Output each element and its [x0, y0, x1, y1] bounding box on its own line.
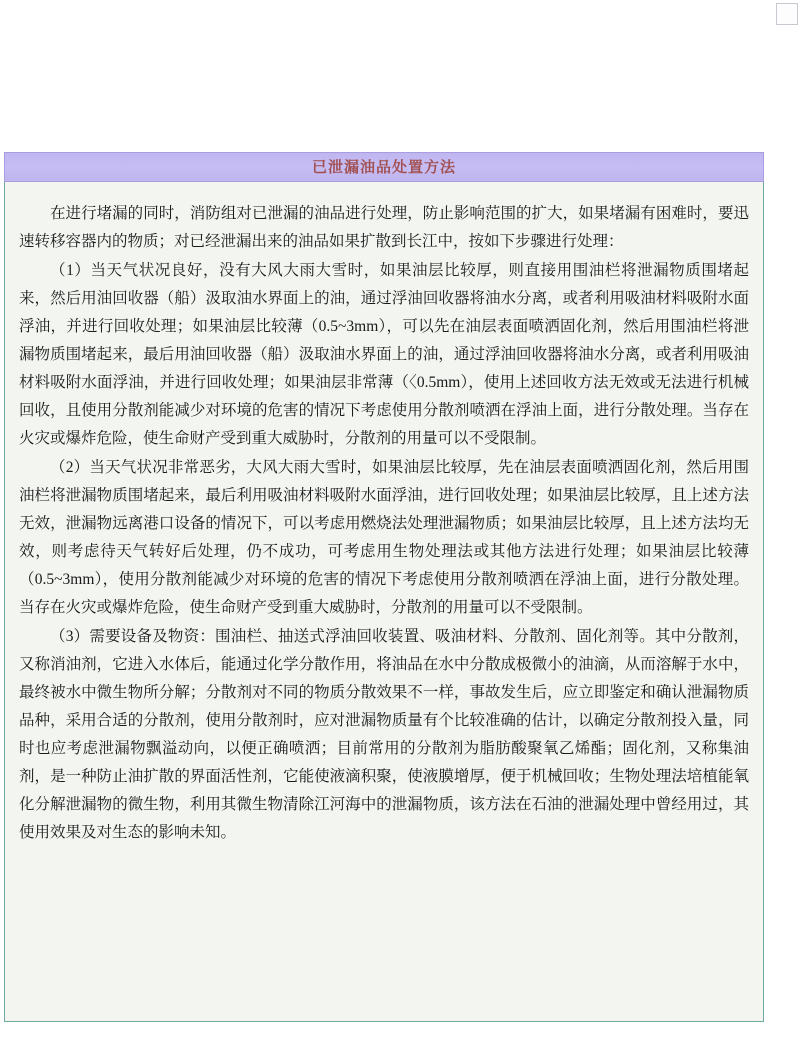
- paragraph-item-2: （2）当天气状况非常恶劣，大风大雨大雪时，如果油层比较厚，先在油层表面喷洒固化剂，然后用围油栏将泄漏物质围堵起来，最后利用吸油材料吸附水面浮油，进行回收处理；如果油层比较厚，且上述方法无效，泄漏物远离港口设备的情况下，可以考虑用燃烧法处理泄漏物质；如果油层比较厚，且上述方法均无效，则考虑待天气转好后处理，仍不成功，可考虑用生物处理法或其他方法进行处理；如果油层比较薄（0.5~3mm），使用分散剂能减少对环境的危害的情况下考虑使用分散剂喷洒在浮油上面，进行分散处理。当存在火灾或爆炸危险，使生命财产受到重大威胁时，分散剂的用量可以不受限制。: [19, 459, 749, 616]
- page-corner-marker: [776, 3, 798, 25]
- page-title: 已泄漏油品处置方法: [311, 160, 456, 176]
- paragraph-intro: 在进行堵漏的同时，消防组对已泄漏的油品进行处理，防止影响范围的扩大，如果堵漏有困难时，要迅速转移容器内的物质；对已经泄漏出来的油品如果扩散到长江中，按如下步骤进行处理：: [19, 205, 749, 250]
- document-title-bar: [4, 152, 764, 182]
- paragraph-item-1: （1）当天气状况良好，没有大风大雨大雪时，如果油层比较厚，则直接用围油栏将泄漏物质围堵起来，然后用油回收器（船）汲取油水界面上的油，通过浮油回收器将油水分离，或者利用吸油材料吸附水面浮油，并进行回收处理；如果油层比较薄（0.5~3mm），可以先在油层表面喷洒固化剂，然后用围油栏将泄漏物质围堵起来，最后用油回收器（船）汲取油水界面上的油，通过浮油回收器将油水分离，或者利用吸油材料吸附水面浮油，并进行回收处理；如果油层非常薄（〈0.5mm），使用上述回收方法无效或无法进行机械回收，且使用分散剂能减少对环境的危害的情况下考虑使用分散剂喷洒在浮油上面，进行分散处理。当存在火灾或爆炸危险，使生命财产受到重大威胁时，分散剂的用量可以不受限制。: [19, 262, 749, 447]
- document-container: [4, 152, 764, 1022]
- document-body: [4, 182, 764, 1022]
- paragraph-item-3: （3）需要设备及物资：围油栏、抽送式浮油回收装置、吸油材料、分散剂、固化剂等。其中分散剂，又称消油剂，它进入水体后，能通过化学分散作用，将油品在水中分散成极微小的油滴，从而溶解于水中，最终被水中微生物所分解；分散剂对不同的物质分散效果不一样，事故发生后，应立即鉴定和确认泄漏物质品种，采用合适的分散剂，使用分散剂时，应对泄漏物质量有个比较准确的估计，以确定分散剂投入量，同时也应考虑泄漏物飘溢动向，以便正确喷洒；目前常用的分散剂为脂肪酸聚氧乙烯酯；固化剂，又称集油剂，是一种防止油扩散的界面活性剂，它能使液滴积聚，使液膜增厚，便于机械回收；生物处理法培植能氧化分解泄漏物的微生物，利用其微生物清除江河海中的泄漏物质，该方法在石油的泄漏处理中曾经用过，其使用效果及对生态的影响未知。: [19, 628, 749, 841]
